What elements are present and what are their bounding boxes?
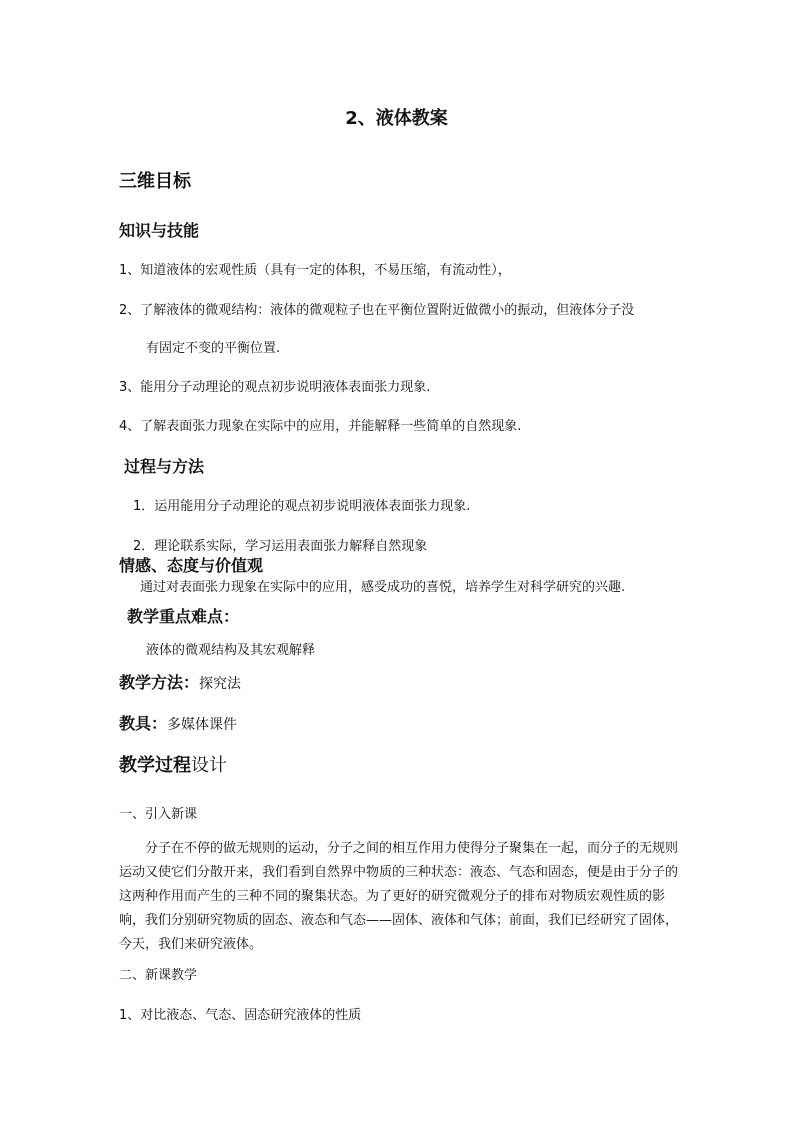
new-lesson-item-1: 1、对比液态、气态、固态研究液体的性质 [119, 1008, 362, 1023]
knowledge-item-1: 1、知道液体的宏观性质（具有一定的体积，不易压缩，有流动性）， [119, 263, 511, 278]
knowledge-item-2-line-2: 有固定不变的平衡位置. [146, 341, 281, 356]
heading-introduce-lesson: 一、引入新课 [119, 807, 198, 822]
teaching-tools-line [119, 711, 237, 734]
knowledge-item-3: 3、能用分子动理论的观点初步说明液体表面张力现象. [119, 380, 431, 395]
knowledge-item-2-line-1: 2、了解液体的微观结构：液体的微观粒子也在平衡位置附近做微小的振动，但液体分子没 [119, 303, 635, 318]
teaching-method-value: 探究法 [199, 676, 242, 692]
teaching-design-heading [119, 751, 227, 777]
teaching-design-label: 教学过程 [119, 755, 191, 776]
intro-paragraph: 分子在不停的做无规则的运动，分子之间的相互作用力使得分子聚集在一起，而分子的无规则运动又使它们分散开来，我们看到自然界中物质的三种状态：液态、气态和固态，便是由于分子的这两种作用而产生的三种不同的聚集状态。为了更好的研究微观分子的排布对物质宏观性质的影响，我们分别研究物质的固态、液态和气态——固体、液体和气体；前面，我们已经研究了固体，今天，我们来研究液体。 [119, 841, 679, 952]
teaching-design-suffix: 设计 [191, 755, 227, 776]
heading-knowledge-skills: 知识与技能 [119, 221, 200, 240]
heading-new-lesson: 二、新课教学 [119, 968, 198, 983]
teaching-tools-label: 教具： [119, 714, 168, 733]
attitude-text: 通过对表面张力现象在实际中的应用，感受成功的喜悦，培养学生对科学研究的兴趣. [140, 580, 626, 595]
heading-key-points: 教学重点难点： [127, 607, 240, 626]
process-item-1: 1．运用能用分子动理论的观点初步说明液体表面张力现象. [133, 499, 471, 514]
teaching-tools-value: 多媒体课件 [167, 717, 238, 733]
teaching-method-label: 教学方法： [119, 673, 200, 692]
knowledge-item-4: 4、了解表面张力现象在实际中的应用，并能解释一些简单的自然现象. [119, 419, 522, 434]
document-title: 2、液体教案 [345, 108, 448, 129]
key-points-text: 液体的微观结构及其宏观解释 [146, 643, 316, 658]
teaching-method-line [119, 670, 241, 693]
section-three-dimensional-goals: 三维目标 [119, 171, 191, 192]
heading-process-methods: 过程与方法 [124, 457, 205, 476]
process-item-2: 2．理论联系实际，学习运用表面张力解释自然现象 [133, 539, 428, 554]
heading-attitude-values: 情感、态度与价值观 [119, 556, 264, 575]
